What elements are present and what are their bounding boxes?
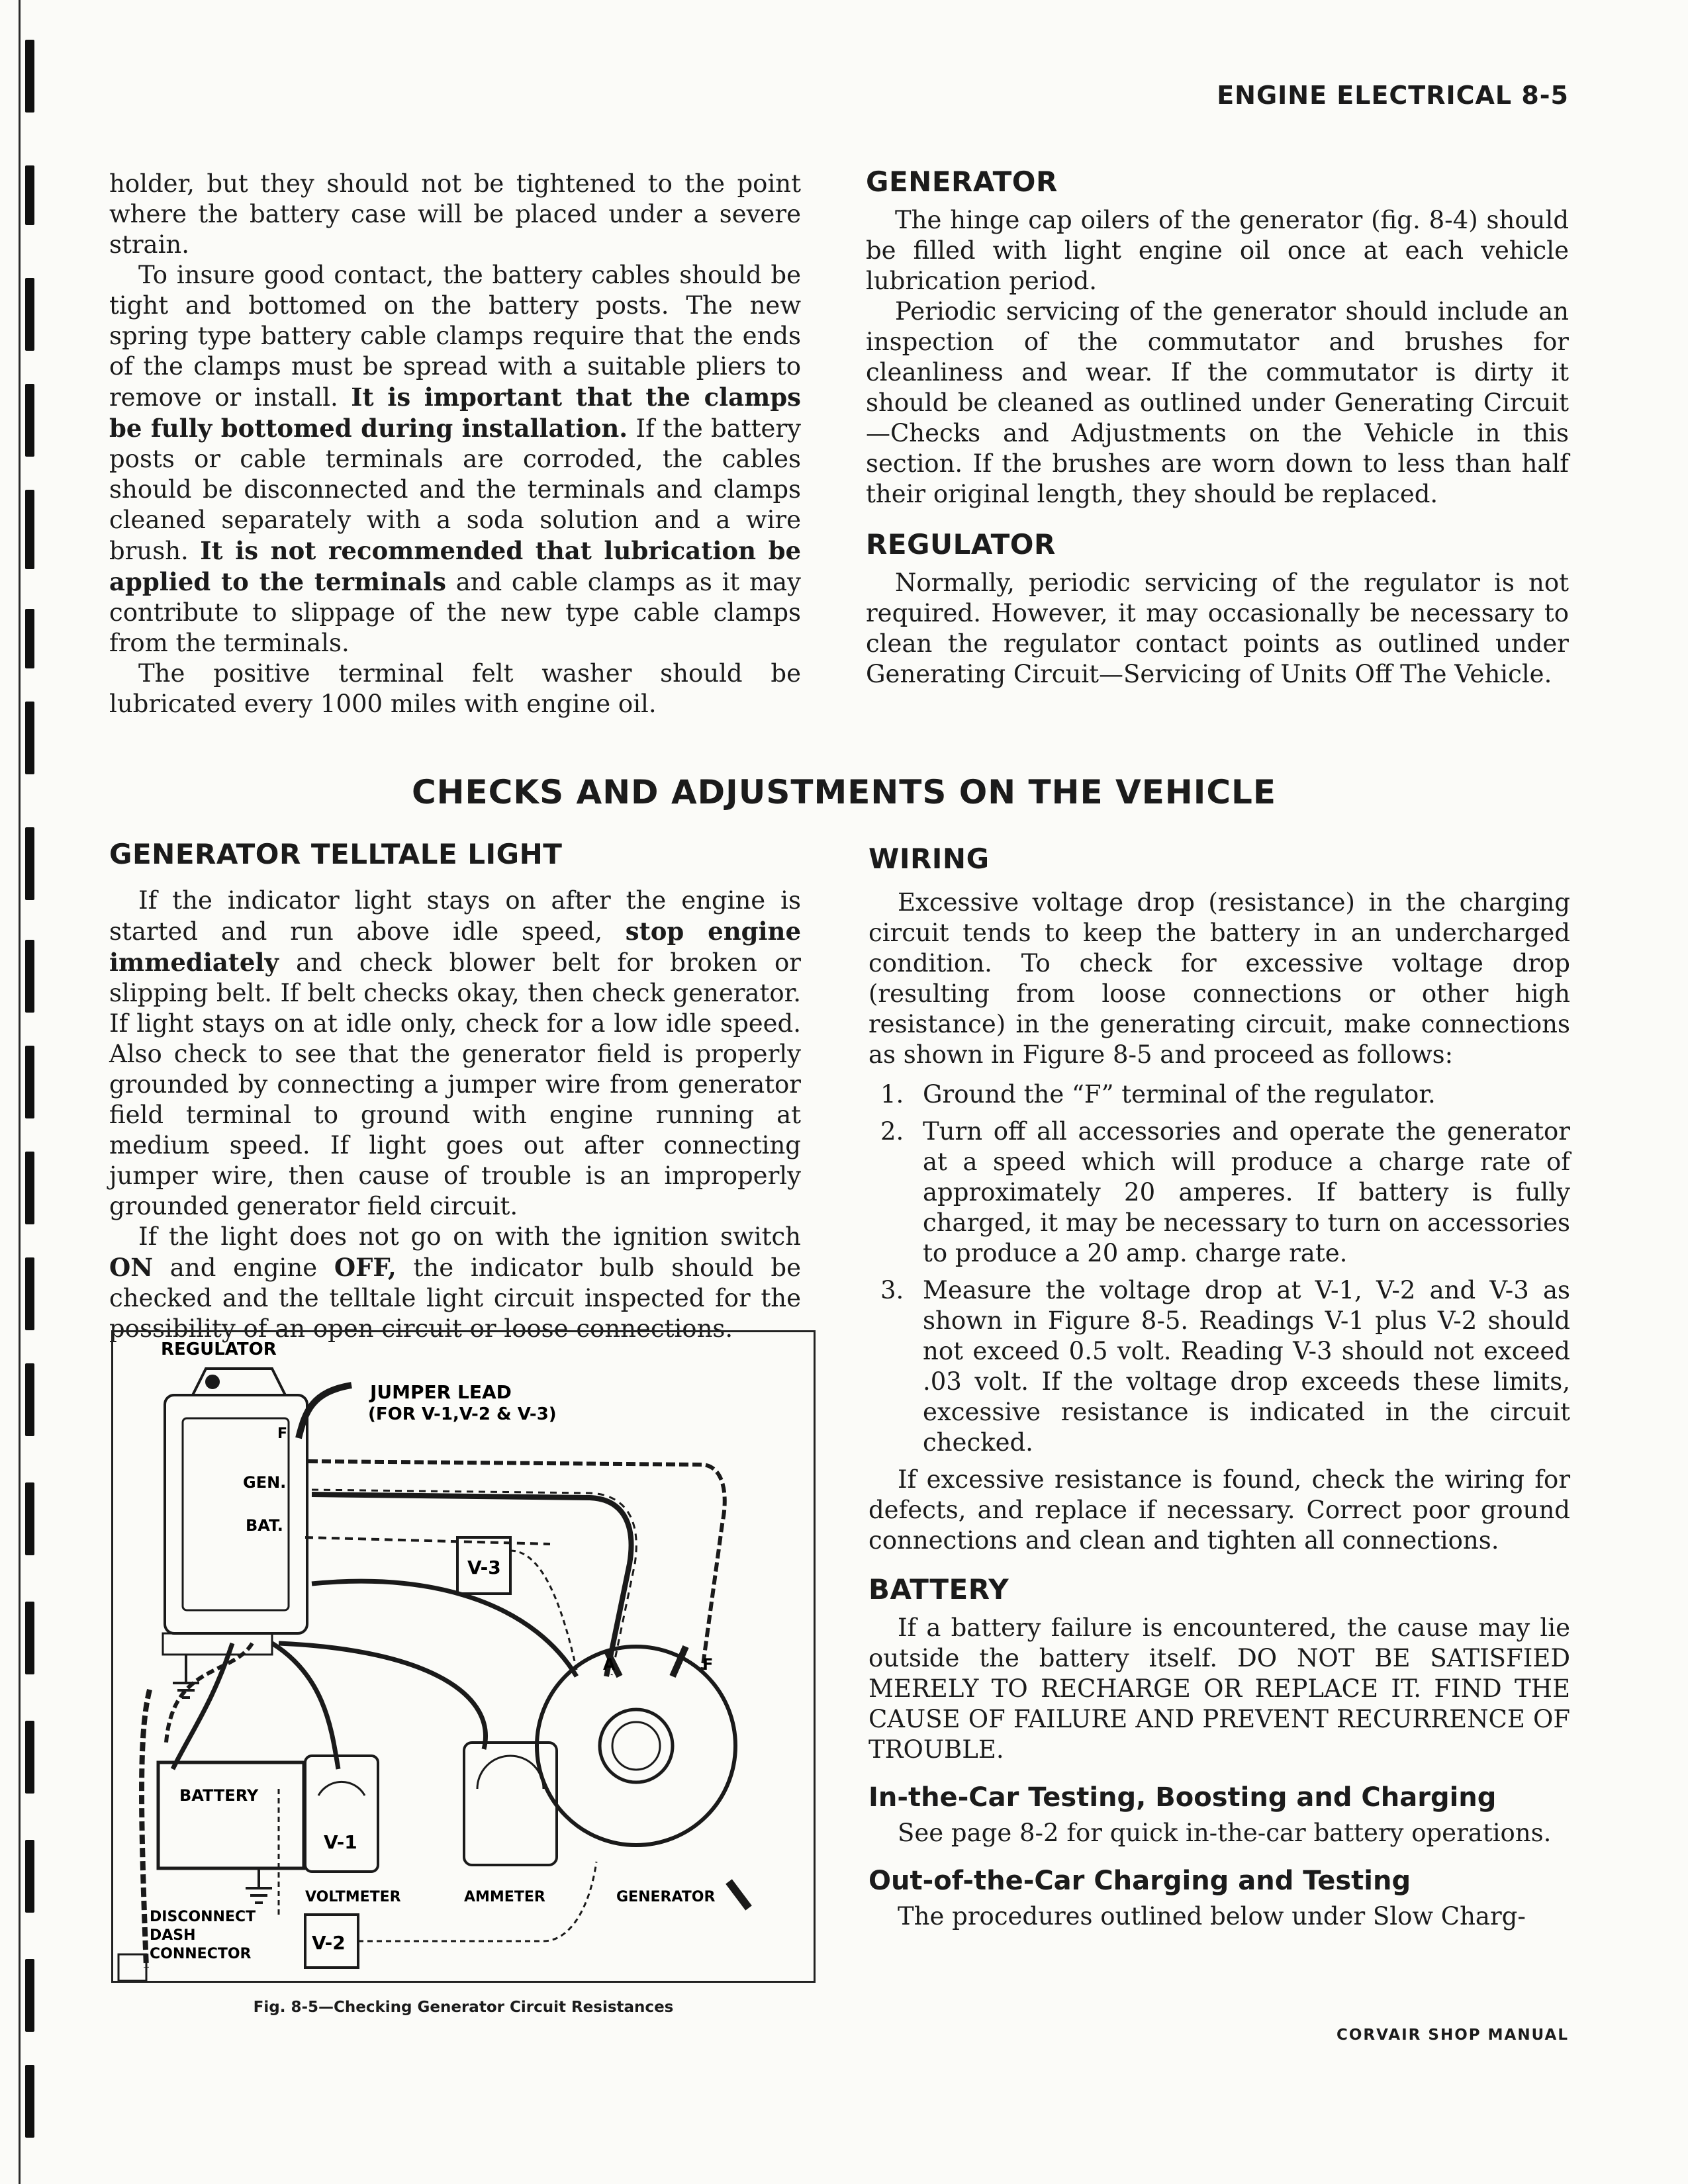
label-gen-terminal: GEN. (243, 1473, 287, 1492)
step-text: Ground the “F” terminal of the regulator. (923, 1080, 1436, 1109)
bold-text: ON (109, 1253, 154, 1282)
label-connector: CONNECTOR (150, 1946, 252, 1962)
binding-mark (25, 1602, 34, 1674)
text-run: If the light does not go on with the ignition switch (138, 1222, 801, 1251)
binding-mark (25, 278, 34, 351)
label-ammeter: AMMETER (464, 1889, 545, 1905)
paragraph: If a battery failure is encountered, the cause may lie outside the battery itself. DO NOT BE SATISFIED MERELY TO RECHARGE OR REPLACE IT. FIND THE CAUSE OF FAILURE AND PREVENT RECURRENCE OF TROUBLE. (868, 1614, 1570, 1764)
wiring-heading: WIRING (868, 842, 990, 875)
binding-mark (25, 1152, 34, 1224)
top-right-column (866, 167, 1569, 690)
generator-heading: GENERATOR (866, 165, 1058, 198)
paragraph: The hinge cap oilers of the generator (fig. 8-4) should be filled with light engine oil once at each vehicle lubrication period. (866, 206, 1569, 295)
binding-mark (25, 1046, 34, 1118)
voltmeter-body (305, 1756, 378, 1872)
bold-text: OFF, (334, 1253, 397, 1282)
binding-mark (25, 1840, 34, 1913)
text-run: the indicator bulb should be checked and the telltale light circuit inspected for the possibility of an open circuit or loose connections. (109, 1253, 801, 1343)
v3-lead-generator (510, 1551, 577, 1670)
generator-pulley-inner (612, 1722, 660, 1770)
section-title: CHECKS AND ADJUSTMENTS ON THE VEHICLE (411, 773, 1277, 811)
binding-rule (19, 0, 21, 2184)
page-footer: CORVAIR SHOP MANUAL (1336, 2026, 1569, 2044)
binding-mark (25, 1959, 34, 2032)
regulator-heading: REGULATOR (866, 528, 1056, 561)
bat-cable (312, 1581, 577, 1676)
label-v1: V-1 (324, 1831, 357, 1853)
binding-mark (25, 384, 34, 457)
text-run: If the battery posts or cable terminals are corroded, the cables should be disconnected and the terminals and clamps cleaned separately with a soda solution and a wire brush. (109, 414, 801, 565)
label-v2: V-2 (312, 1932, 346, 1954)
label-f-terminal: F (277, 1426, 288, 1442)
label-jumper-note: (FOR V-1,V-2 & V-3) (368, 1404, 557, 1424)
step-text: Measure the voltage drop at V-1, V-2 and V-3 as shown in Figure 8-5. Readings V-1 plus V-2 should not exceed 0.5 volt. Reading V-3 should not exceed .03 volt. If the voltage drop exceeds these limits, excessive resistance is indicated in the circuit checked. (923, 1276, 1570, 1457)
dash-cable (142, 1690, 150, 1968)
binding-mark (25, 40, 34, 113)
step-text: Turn off all accessories and operate the generator at a speed which will produce a charge rate of approximately 20 amperes. If battery is fully charged, it may be necessary to turn on accessories to produce a 20 amp. charge rate. (923, 1117, 1570, 1267)
step-number: 3. (880, 1276, 904, 1304)
label-generator: GENERATOR (616, 1889, 716, 1905)
wiring-column (868, 844, 1570, 1932)
regulator-mount-hole (207, 1376, 218, 1388)
binding-mark (25, 609, 34, 668)
regulator-inner (183, 1418, 289, 1610)
paragraph: The procedures outlined below under Slow Charg- (898, 1902, 1526, 1931)
battery-heading: BATTERY (868, 1573, 1009, 1606)
binding-mark (25, 1257, 34, 1330)
gen-cable (312, 1494, 632, 1676)
binding-mark (25, 1721, 34, 1794)
label-a-terminal: A (603, 1655, 616, 1674)
battery-positive-cable (173, 1643, 232, 1769)
figure-8-5 (111, 1330, 816, 1983)
generator-fan (729, 1882, 749, 1908)
out-of-car-heading: Out-of-the-Car Charging and Testing (868, 1866, 1411, 1896)
label-disconnect: DISCONNECT (150, 1909, 256, 1925)
top-left-column (109, 169, 801, 719)
binding-mark (25, 2065, 34, 2138)
generator-body (537, 1647, 735, 1845)
list-item (868, 1275, 1570, 1458)
v3-lead (305, 1537, 550, 1544)
binding-mark (25, 490, 34, 569)
binding-mark (25, 165, 34, 225)
binding-mark (25, 940, 34, 1013)
paragraph: Periodic servicing of the generator should include an inspection of the commutator and brushes for cleanliness and wear. If the commutator is dirty it should be cleaned as outlined under Generating Circuit —Checks and Adjustments on the Vehicle in this section. If the brushes are worn down to less than half their original length, they should be replaced. (866, 297, 1569, 508)
label-bat-terminal: BAT. (246, 1516, 283, 1535)
paragraph (109, 886, 801, 1222)
step-number: 1. (880, 1080, 904, 1109)
label-jumper-lead: JUMPER LEAD (370, 1381, 512, 1403)
bold-text: stop engine immediately (109, 917, 801, 977)
regulator-terminal-strip (163, 1633, 272, 1655)
label-v3: V-3 (467, 1557, 501, 1578)
step-number: 2. (880, 1117, 904, 1146)
terminal-f (673, 1647, 686, 1676)
battery-body (158, 1762, 304, 1868)
text-run: and cable clamps as it may contribute to slippage of the new type cable clamps from the terminals. (109, 568, 801, 657)
bold-text: It is important that the clamps be fully bottomed during installation. (109, 383, 801, 443)
text-run: To insure good contact, the battery cables should be tight and bottomed on the battery posts. The new spring type battery cable clamps require that the ends of the clamps must be spread with a suitable pliers to remove or install. (109, 261, 801, 412)
in-car-heading: In-the-Car Testing, Boosting and Charging (868, 1782, 1497, 1813)
label-regulator: REGULATOR (161, 1340, 277, 1359)
telltale-column (109, 839, 801, 1344)
text-run: and engine (153, 1253, 334, 1282)
battery-ground (246, 1868, 272, 1903)
label-battery: BATTERY (179, 1786, 259, 1805)
ammeter-body (464, 1743, 557, 1865)
paragraph: Normally, periodic servicing of the regulator is not required. However, it may occasionally be necessary to clean the regulator contact points as outlined under Generating Circuit—Servicing of Units Off The Vehicle. (866, 569, 1569, 688)
figure-caption: Fig. 8-5—Checking Generator Circuit Resistances (253, 1999, 674, 2016)
wiring-diagram (113, 1332, 814, 1981)
list-item (868, 1079, 1570, 1110)
binding-mark (25, 1363, 34, 1436)
paragraph: The positive terminal felt washer should be lubricated every 1000 miles with engine oil. (109, 659, 801, 718)
paragraph: Excessive voltage drop (resistance) in the charging circuit tends to keep the battery in an undercharged condition. To check for excessive voltage drop (resulting from loose connections or other high resistance) in the generating circuit, make connections as shown in Figure 8-5 and proceed as follows: (868, 888, 1570, 1069)
binding-edge (0, 0, 53, 2184)
bold-text: It is not recommended that lubrication be applied to the terminals (109, 536, 801, 596)
label-f-field: F (702, 1655, 714, 1674)
ammeter-dial (477, 1756, 543, 1789)
page-header: ENGINE ELECTRICAL 8-5 (1217, 81, 1569, 110)
paragraph: See page 8-2 for quick in-the-car battery operations. (898, 1819, 1552, 1847)
paragraph: holder, but they should not be tightened to the point where the battery case will be placed under a severe strain. (109, 169, 801, 259)
battery-cable-dashed (166, 1643, 252, 1743)
generator-pulley (600, 1709, 673, 1782)
regulator-ground (173, 1655, 199, 1698)
dash-connector (118, 1954, 146, 1981)
binding-mark (25, 827, 34, 900)
ammeter-lead (279, 1643, 485, 1749)
paragraph (109, 1222, 801, 1344)
steps-list (868, 1079, 1570, 1458)
list-item (868, 1116, 1570, 1269)
paragraph (109, 260, 801, 659)
text-run: and check blower belt for broken or slipping belt. If belt checks okay, then check generator. If light stays on at idle only, check for a low idle speed. Also check to see that the generator field is properly grounded by connecting a jumper wire from generator field terminal to ground with engine running at medium speed. If light goes out after connecting jumper wire, then cause of trouble is an improperly grounded generator field circuit. (109, 948, 801, 1220)
paragraph: If excessive resistance is found, check the wiring for defects, and replace if necessary. Correct poor ground connections and clean and tighten all connections. (868, 1465, 1570, 1555)
binding-mark (25, 1482, 34, 1555)
binding-mark (25, 702, 34, 774)
label-voltmeter: VOLTMETER (305, 1889, 401, 1905)
text-run: If the indicator light stays on after the engine is started and run above idle speed, (109, 886, 801, 946)
telltale-heading: GENERATOR TELLTALE LIGHT (109, 838, 563, 870)
voltmeter-dial (318, 1782, 365, 1796)
voltmeter-lead (272, 1643, 338, 1769)
label-dash: DASH (150, 1927, 196, 1944)
